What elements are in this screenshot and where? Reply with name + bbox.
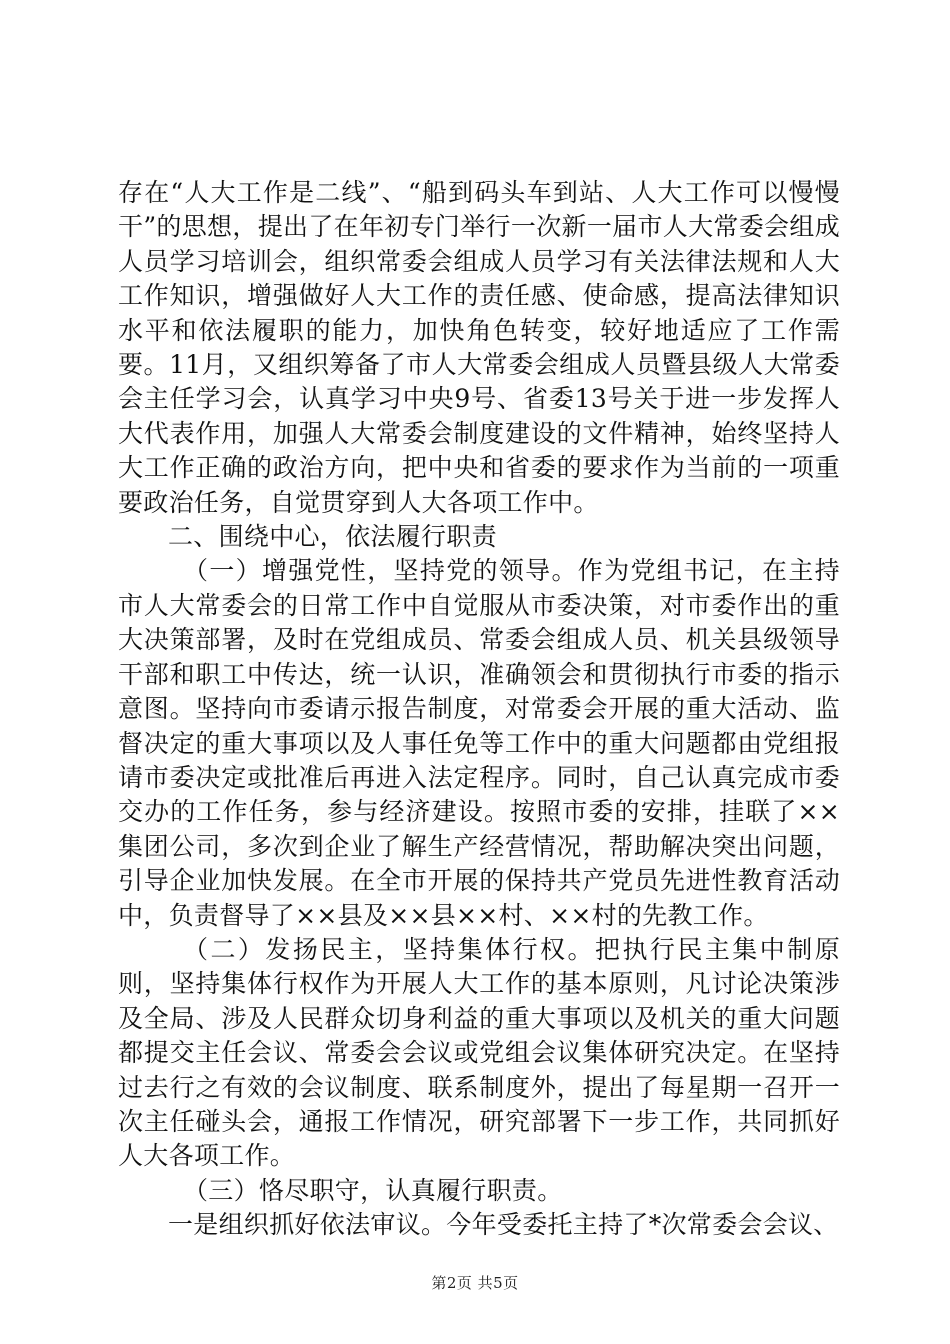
paragraph-democracy: （二）发扬民主，坚持集体行权。把执行民主集中制原则，坚持集体行权作为开展人大工作的基本原则，凡讨论决策涉及全局、涉及人民群众切身利益的重大事项以及机关的重大问题都提交主任会议、常委会会议或党组会议集体研究决定。在坚持过去行之有效的会议制度、联系制度外，提出了每星期一召开一次主任碰头会，通报工作情况，研究部署下一步工作，共同抓好人大各项工作。 (118, 934, 840, 1171)
document-body (118, 176, 840, 1243)
paragraph-review: 一是组织抓好依法审议。今年受委托主持了*次常委会会议、 (168, 1210, 839, 1240)
paragraph-study-training: 存在“人大工作是二线”、“船到码头车到站、人大工作可以慢慢干”的思想，提出了在年初专门举行一次新一届市人大常委会组成人员学习培训会，组织常委会组成人员学习有关法律法规和人大工作知识，增强做好人大工作的责任感、使命感，提高法律知识水平和依法履职的能力，加快角色转变，较好地适应了工作需要。11月，又组织筹备了市人大常委会组成人员暨县级人大常委会主任学习会，认真学习中央9号、省委13号关于进一步发挥人大代表作用，加强人大常委会制度建设的文件精神，始终坚持人大工作正确的政治方向，把中央和省委的要求作为当前的一项重要政治任务，自觉贯穿到人大各项工作中。 (118, 178, 840, 517)
paragraph-party-leadership: （一）增强党性，坚持党的领导。作为党组书记，在主持市人大常委会的日常工作中自觉服从市委决策，对市委作出的重大决策部署，及时在党组成员、常委会组成人员、机关县级领导干部和职工中传达，统一认识，准确领会和贯彻执行市委的指示意图。坚持向市委请示报告制度，对常委会开展的重大活动、监督决定的重大事项以及人事任免等工作中的重大问题都由党组报请市委决定或批准后再进入法定程序。同时，自己认真完成市委交办的工作任务，参与经济建设。按照市委的安排，挂联了××集团公司，多次到企业了解生产经营情况，帮助解决突出问题，引导企业加快发展。在全市开展的保持共产党员先进性教育活动中，负责督导了××县及××县××村、××村的先教工作。 (118, 556, 840, 930)
page-number-footer: 第2页 共5页 (431, 1274, 519, 1292)
section-heading-2: 二、围绕中心，依法履行职责 (168, 522, 497, 552)
subsection-heading-3: （三）恪尽职守，认真履行职责。 (183, 1175, 563, 1205)
